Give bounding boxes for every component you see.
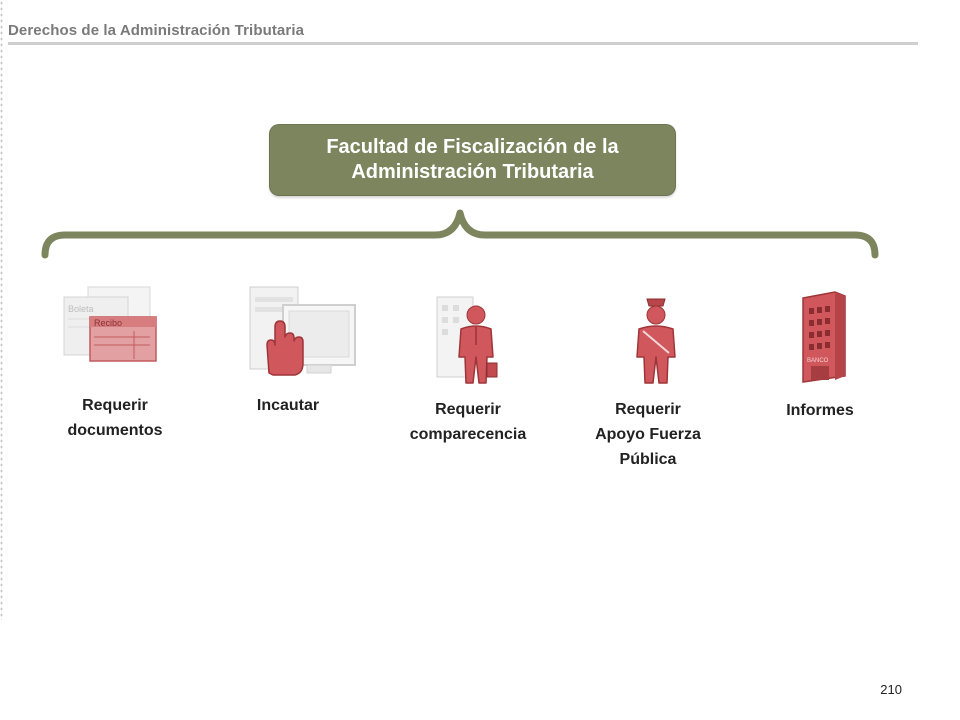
item-label: Requerir Apoyo Fuerza Pública <box>595 401 701 468</box>
police-officer-icon <box>563 293 733 388</box>
item-label: Requerir comparecencia <box>409 401 527 443</box>
item-requerir-apoyo-fuerza-publica <box>563 293 733 483</box>
seize-hand-computer-icon <box>203 283 373 383</box>
item-label: Requerir documentos <box>67 397 163 439</box>
documents-icon <box>30 283 200 363</box>
slide-header-title: Derechos de la Administración Tributaria <box>8 22 305 39</box>
doc-front-text: Recibo <box>94 318 123 328</box>
page-number: 210 <box>880 682 902 697</box>
curly-brace-connector <box>40 205 880 260</box>
item-label: Informes <box>786 402 854 419</box>
bank-building-icon <box>735 288 905 388</box>
main-concept-title: Facultad de Fiscalización de la Administración Tributaria <box>326 136 619 183</box>
doc-back-text: Boleta <box>68 304 94 314</box>
item-requerir-documentos <box>30 283 200 443</box>
item-label: Incautar <box>256 397 320 414</box>
header-divider <box>8 42 918 45</box>
left-dotted-border <box>0 0 3 620</box>
item-incautar <box>203 283 373 443</box>
item-informes <box>735 288 905 438</box>
main-concept-box <box>270 125 675 195</box>
bank-sign-text: BANCO <box>807 358 829 364</box>
person-with-briefcase-icon <box>383 293 553 388</box>
item-requerir-comparecencia <box>383 293 553 473</box>
